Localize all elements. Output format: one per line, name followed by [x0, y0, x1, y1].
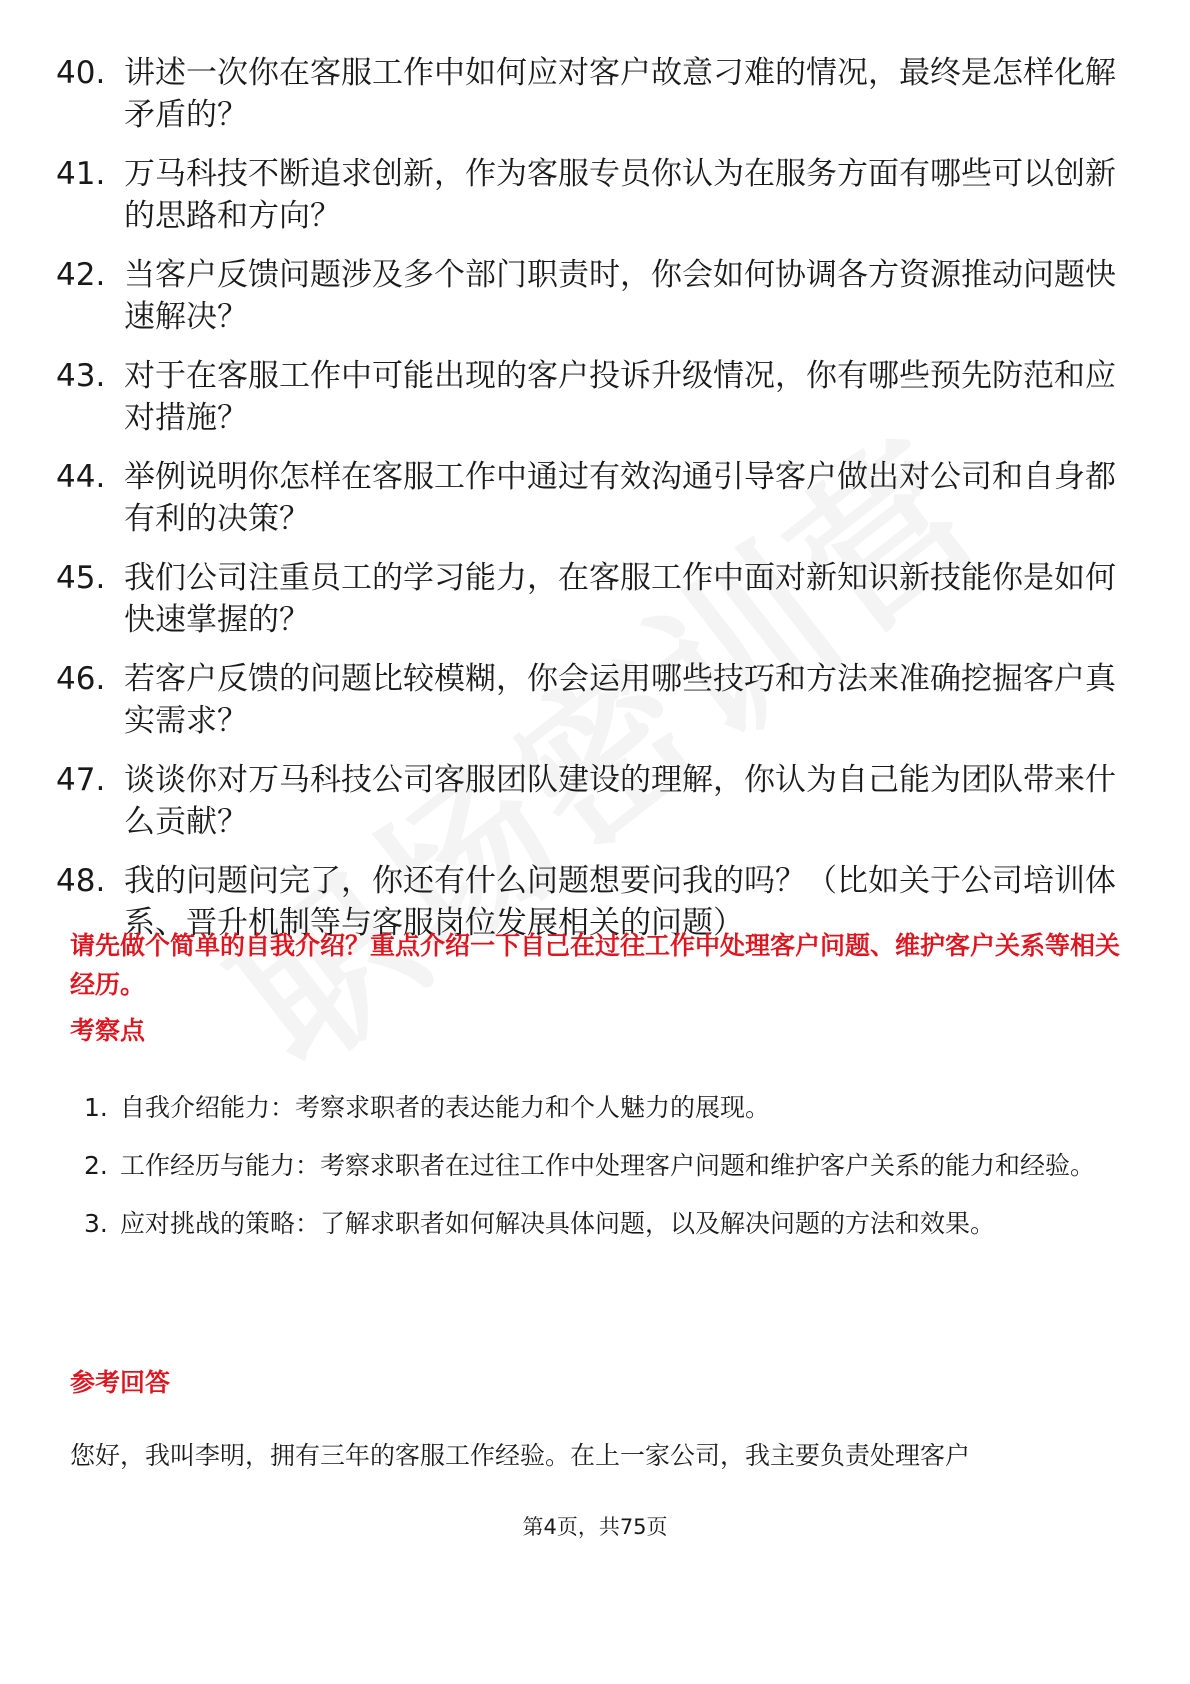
question-text: 万马科技不断追求创新，作为客服专员你认为在服务方面有哪些可以创新的思路和方向？	[124, 156, 1116, 234]
section-question-heading: 请先做个简单的自我介绍？重点介绍一下自己在过往工作中处理客户问题、维护客户关系等相关经历。	[70, 931, 1121, 999]
question-list	[56, 52, 1136, 961]
question-number: 48.	[56, 863, 106, 899]
question-number: 41.	[56, 156, 106, 192]
question-text: 谈谈你对万马科技公司客服团队建设的理解，你认为自己能为团队带来什么贡献？	[124, 762, 1116, 840]
question-number: 46.	[56, 661, 106, 697]
question-text: 对于在客服工作中可能出现的客户投诉升级情况，你有哪些预先防范和应对措施？	[124, 358, 1116, 436]
question-item	[56, 355, 1136, 439]
question-number: 44.	[56, 459, 106, 495]
question-number: 43.	[56, 358, 106, 394]
question-item	[56, 557, 1136, 641]
question-text: 我的问题问完了，你还有什么问题想要问我的吗？（比如关于公司培训体系、晋升机制等与客服岗位发展相关的问题）	[124, 863, 1116, 941]
point-number: 1.	[84, 1093, 108, 1122]
question-number: 40.	[56, 55, 106, 91]
point-text: 自我介绍能力：考察求职者的表达能力和个人魅力的展现。	[120, 1093, 771, 1122]
question-item	[56, 254, 1136, 338]
question-item	[56, 759, 1136, 843]
question-number: 45.	[56, 560, 106, 596]
answer-heading: 参考回答	[70, 1368, 171, 1397]
question-item	[56, 153, 1136, 237]
question-text: 若客户反馈的问题比较模糊，你会运用哪些技巧和方法来准确挖掘客户真实需求？	[124, 661, 1116, 739]
assessment-points-list	[84, 1080, 1134, 1254]
question-text: 我们公司注重员工的学习能力，在客服工作中面对新知识新技能你是如何快速掌握的？	[124, 560, 1116, 638]
assessment-point	[84, 1196, 1134, 1251]
point-text: 工作经历与能力：考察求职者在过往工作中处理客户问题和维护客户关系的能力和经验。	[120, 1151, 1096, 1180]
answer-text: 您好，我叫李明，拥有三年的客服工作经验。在上一家公司，我主要负责处理客户	[70, 1441, 971, 1470]
question-number: 47.	[56, 762, 106, 798]
point-text: 应对挑战的策略：了解求职者如何解决具体问题，以及解决问题的方法和效果。	[120, 1209, 996, 1238]
question-item	[56, 456, 1136, 540]
page-footer: 第4页，共75页	[522, 1515, 668, 1539]
question-item	[56, 52, 1136, 136]
question-text: 举例说明你怎样在客服工作中通过有效沟通引导客户做出对公司和自身都有利的决策？	[124, 459, 1116, 537]
question-item	[56, 658, 1136, 742]
question-number: 42.	[56, 257, 106, 293]
point-number: 2.	[84, 1151, 108, 1180]
question-text: 当客户反馈问题涉及多个部门职责时，你会如何协调各方资源推动问题快速解决？	[124, 257, 1116, 335]
point-number: 3.	[84, 1209, 108, 1238]
assessment-point	[84, 1080, 1134, 1135]
question-text: 讲述一次你在客服工作中如何应对客户故意刁难的情况，最终是怎样化解矛盾的？	[124, 55, 1116, 133]
assessment-heading: 考察点	[70, 1016, 146, 1045]
assessment-point	[84, 1138, 1134, 1193]
